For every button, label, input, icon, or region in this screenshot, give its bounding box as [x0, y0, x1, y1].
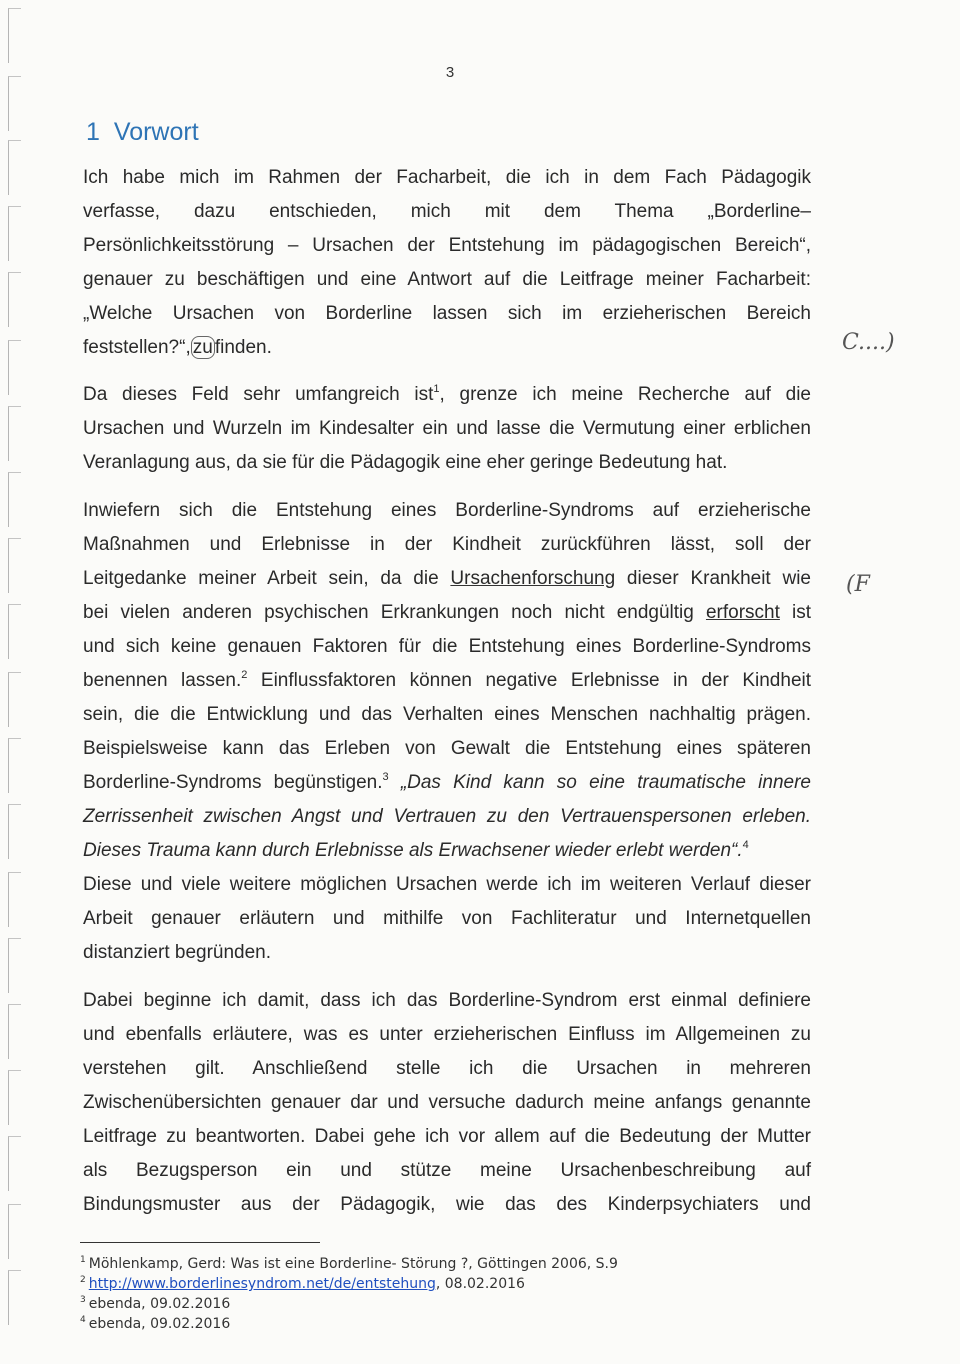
text-fragment: Borderline-Syndroms begünstigen. [83, 772, 383, 793]
section-number: 1 [86, 118, 100, 146]
footnote-number: 3 [80, 1295, 86, 1305]
footnote-text: Möhlenkamp, Gerd: Was ist eine Borderline- Störung ?, Göttingen 2006, S.9 [88, 1256, 618, 1272]
text-line: Inwiefern sich die Entstehung eines Borderline-Syndroms auf erzieherische [83, 500, 811, 521]
section-title: Vorwort [113, 118, 199, 146]
text-line: Veranlagung aus, da sie für die Pädagogik eine eher geringe Bedeutung hat. [83, 452, 728, 473]
text-line: als Bezugsperson ein und stütze meine Ursachenbeschreibung auf [83, 1160, 811, 1181]
text-line: verstehen gilt. Anschließend stelle ich die Ursachen in mehreren [83, 1058, 811, 1079]
text-line: Maßnahmen und Erlebnisse in der Kindheit zurückführen lässt, soll der [83, 534, 811, 555]
circled-correction: zu [192, 337, 213, 358]
quote-line: Zerrissenheit zwischen Angst und Vertrauen zu den Vertrauenspersonen erleben. [83, 806, 811, 827]
footnote-1 [80, 1254, 700, 1274]
text-line [83, 378, 811, 412]
text-line: „Welche Ursachen von Borderline lassen sich im erzieherischen Bereich [83, 303, 811, 324]
footnote-text: ebenda, 09.02.2016 [88, 1316, 231, 1332]
text-line: Zwischenübersichten genauer dar und versuche dadurch meine anfangs genannte [83, 1092, 811, 1113]
paragraph-1 [83, 161, 811, 365]
text-fragment: feststellen?“, [83, 337, 191, 358]
text-fragment: dieser Krankheit wie [615, 568, 811, 589]
text-line: Leitfrage zu beantworten. Dabei gehe ich vor allem auf die Bedeutung der Mutter [83, 1126, 811, 1147]
text-line: verfasse, dazu entschieden, mich mit dem Thema „Borderline– [83, 201, 811, 222]
binding-marks [0, 0, 40, 1364]
underlined-word: erforscht [705, 602, 780, 623]
text-fragment: ist [779, 602, 812, 623]
text-fragment: benennen lassen. [83, 670, 242, 691]
text-line: Persönlichkeitsstörung – Ursachen der Entstehung im pädagogischen Bereich“, [83, 235, 811, 256]
footnote-number: 2 [80, 1275, 86, 1285]
text-line: Bindungsmuster aus der Pädagogik, wie das des Kinderpsychiaters und [83, 1194, 811, 1215]
text-line: Dabei beginne ich damit, dass ich das Borderline-Syndrom erst einmal definiere [83, 990, 811, 1011]
page-number: 3 [445, 64, 455, 81]
footnote-2 [80, 1274, 700, 1294]
footnote-ref: 4 [742, 839, 749, 851]
footnote-3 [80, 1294, 700, 1314]
footnote-number: 1 [80, 1255, 86, 1265]
text-line: Ursachen und Wurzeln im Kindesalter ein und lasse die Vermutung einer erblichen [83, 418, 811, 439]
text-fragment: Da dieses Feld sehr umfangreich ist [83, 384, 434, 405]
section-heading [86, 118, 199, 147]
footnote-text: ebenda, 09.02.2016 [88, 1296, 231, 1312]
text-line: Ich habe mich im Rahmen der Facharbeit, die ich in dem Fach Pädagogik [83, 167, 811, 188]
paragraph-4 [83, 984, 811, 1222]
footnote-ref: 2 [241, 669, 248, 681]
text-line: genauer zu beschäftigen und eine Antwort auf die Leitfrage meiner Facharbeit: [83, 269, 811, 290]
text-line [83, 664, 811, 698]
footnote-4 [80, 1314, 700, 1334]
footnote-ref: 3 [382, 771, 389, 783]
text-line: Arbeit genauer erläutern und mithilfe von Fachliteratur und Internetquellen [83, 908, 811, 929]
text-line [83, 596, 811, 630]
text-line: und sich keine genauen Faktoren für die Entstehung eines Borderline-Syndroms [83, 636, 811, 657]
paragraph-2 [83, 378, 811, 480]
text-fragment: Einflussfaktoren können negative Erlebnisse in der Kindheit [247, 670, 812, 691]
text-line [83, 766, 811, 800]
paragraph-3 [83, 494, 811, 970]
text-fragment: bei vielen anderen psychischen Erkrankungen noch nicht endgültig [83, 602, 706, 623]
footnote-number: 4 [80, 1315, 86, 1325]
text-line: Beispielsweise kann das Erleben von Gewalt die Entstehung eines späteren [83, 738, 811, 759]
footnote-ref: 1 [433, 383, 440, 395]
margin-note-top: C....) [842, 330, 895, 355]
quote-fragment: „Das Kind kann so eine traumatische innere [388, 772, 811, 793]
text-fragment: finden. [214, 337, 272, 358]
text-line [83, 331, 811, 365]
footnotes [80, 1254, 700, 1334]
text-line [83, 562, 811, 596]
quote-line [83, 834, 811, 868]
footnote-link[interactable]: http://www.borderlinesyndrom.net/de/entstehung [88, 1276, 436, 1292]
text-fragment: , grenze ich meine Recherche auf die [439, 384, 812, 405]
quote-fragment: Dieses Trauma kann durch Erlebnisse als Erwachsener wieder erlebt werden“. [83, 840, 743, 861]
underlined-word: Ursachenforschung [450, 568, 616, 589]
text-line: distanziert begründen. [83, 942, 272, 963]
footnote-divider [80, 1242, 320, 1243]
text-line: sein, die die Entwicklung und das Verhalten eines Menschen nachhaltig prägen. [83, 704, 811, 725]
text-line: und ebenfalls erläutere, was es unter erzieherischen Einfluss im Allgemeinen zu [83, 1024, 811, 1045]
footnote-text: , 08.02.2016 [435, 1276, 525, 1292]
text-fragment: Leitgedanke meiner Arbeit sein, da die [83, 568, 451, 589]
text-line: Diese und viele weitere möglichen Ursachen werde ich im weiteren Verlauf dieser [83, 874, 811, 895]
margin-note-middle: (F [846, 572, 870, 597]
